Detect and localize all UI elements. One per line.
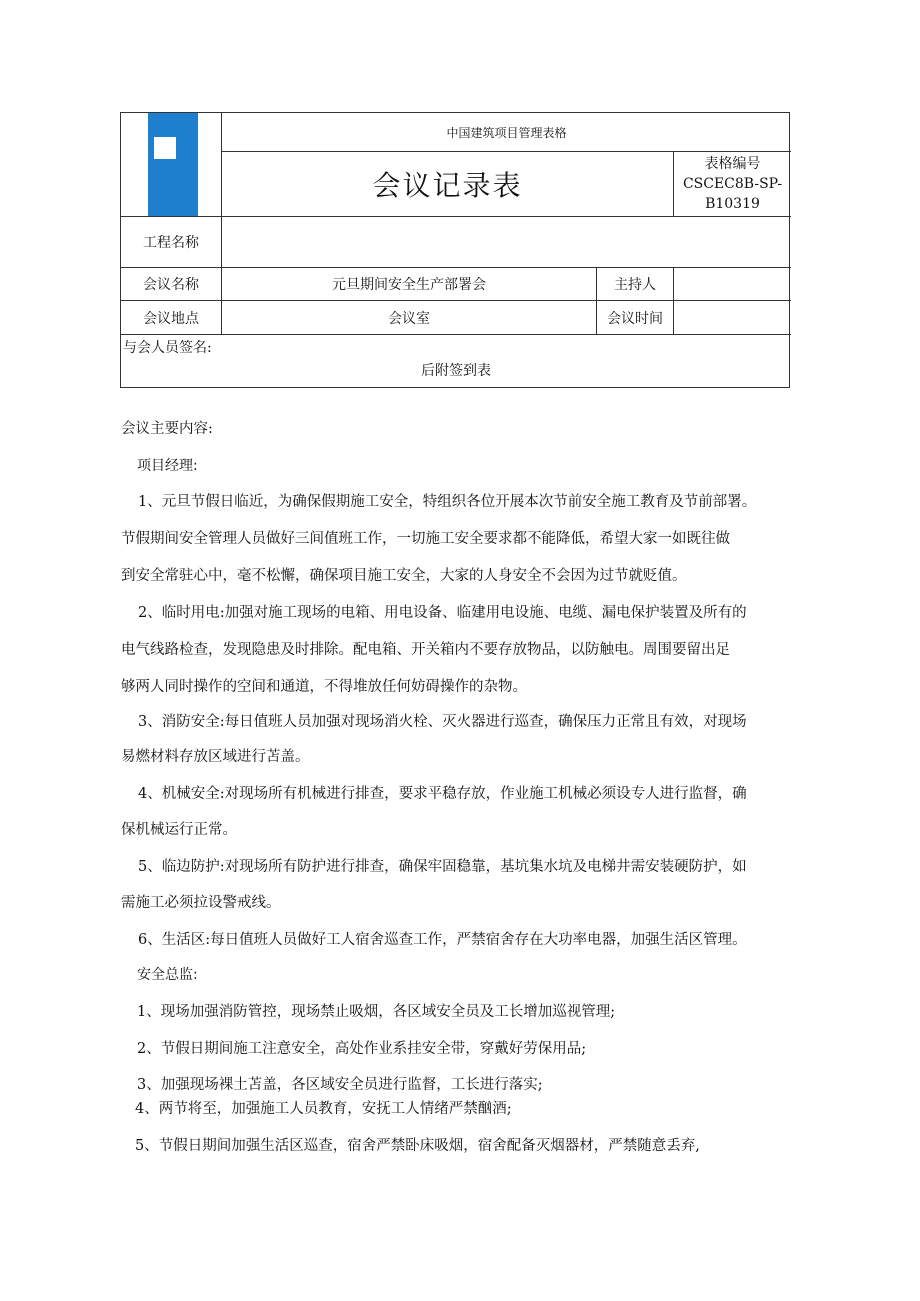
safety-heading: 安全总监:: [137, 967, 198, 983]
grid-line: [121, 334, 791, 335]
pm-item-3-line-1: 3、消防安全:每日值班人员加强对现场消火栓、灭火器进行巡查，确保压力正常且有效，对现场: [138, 714, 747, 730]
time-value: [674, 301, 791, 334]
pm-item-4-line-2: 保机械运行正常。: [121, 822, 237, 838]
content-section-label: 会议主要内容:: [121, 421, 213, 437]
host-label: 主持人: [614, 277, 656, 293]
safety-item-3: 3、加强现场裸土苫盖，各区域安全员进行监督，工长进行落实;: [137, 1077, 543, 1093]
pm-item-2-line-2: 电气线路检查，发现隐患及时排除。配电箱、开关箱内不要存放物品，以防触电。周围要留出足: [121, 642, 730, 658]
time-label: 会议时间: [607, 310, 663, 327]
pm-heading: 项目经理:: [137, 458, 198, 474]
location-label: 会议地点: [143, 310, 199, 327]
org-title: 中国建筑项目管理表格: [446, 125, 567, 140]
pm-item-3-line-2: 易燃材料存放区域进行苫盖。: [121, 749, 310, 765]
meeting-name-value: 元旦期间安全生产部署会: [332, 277, 486, 293]
host-value: [674, 268, 791, 300]
pm-item-5-line-2: 需施工必须拉设警戒线。: [121, 895, 281, 911]
project-name-value: [222, 217, 791, 267]
pm-item-2-line-1: 2、临时用电:加强对施工现场的电箱、用电设备、临建用电设施、电缆、漏电保护装置及所有的: [138, 605, 747, 621]
form-number-label: 表格编号: [704, 156, 761, 172]
pm-item-6-line-1: 6、生活区:每日值班人员做好工人宿舍巡查工作，严禁宿舍存在大功率电器，加强生活区管理。: [138, 932, 747, 948]
pm-item-4-line-1: 4、机械安全:对现场所有机械进行排查，要求平稳存放，作业施工机械必须设专人进行监督，确: [138, 786, 747, 802]
doc-title: 会议记录表: [372, 169, 523, 202]
form-number-value-line2: B10319: [705, 196, 760, 212]
location-value: 会议室: [388, 310, 430, 327]
attendees-value: 后附签到表: [421, 363, 491, 379]
pm-item-1-line-2: 节假期间安全管理人员做好三间值班工作，一切施工安全要求都不能降低，希望大家一如既往做: [121, 531, 730, 547]
attendees-label: 与会人员签名:: [123, 340, 212, 356]
pm-item-1-line-3: 到安全常驻心中，毫不松懈，确保项目施工安全，大家的人身安全不会因为过节就贬值。: [121, 568, 687, 584]
logo-square-icon: [154, 137, 176, 159]
pm-item-1-line-1: 1、元旦节假日临近，为确保假期施工安全，特组织各位开展本次节前安全施工教育及节前部署。: [138, 494, 757, 510]
safety-item-4: 4、两节将至，加强施工人员教育，安抚工人情绪严禁酗酒;: [135, 1101, 512, 1117]
form-number-value-line1: CSCEC8B-SP-: [682, 176, 783, 192]
company-logo: [148, 113, 198, 216]
pm-item-2-line-3: 够两人同时操作的空间和通道，不得堆放任何妨碍操作的杂物。: [121, 679, 527, 695]
meeting-name-label: 会议名称: [143, 277, 199, 293]
form-number: [674, 152, 791, 216]
safety-item-2: 2、节假日期间施工注意安全，高处作业系挂安全带，穿戴好劳保用品;: [137, 1041, 587, 1057]
safety-item-1: 1、现场加强消防管控，现场禁止吸烟，各区域安全员及工长增加巡视管理;: [137, 1004, 616, 1020]
safety-item-5: 5、节假日期间加强生活区巡查，宿舍严禁卧床吸烟，宿舍配备灭烟器材，严禁随意丢弃,: [135, 1138, 700, 1154]
meeting-record-form: [120, 112, 790, 388]
project-name-label: 工程名称: [143, 235, 199, 251]
pm-item-5-line-1: 5、临边防护:对现场所有防护进行排查，确保牢固稳靠，基坑集水坑及电梯井需安装硬防护，如: [138, 859, 747, 875]
